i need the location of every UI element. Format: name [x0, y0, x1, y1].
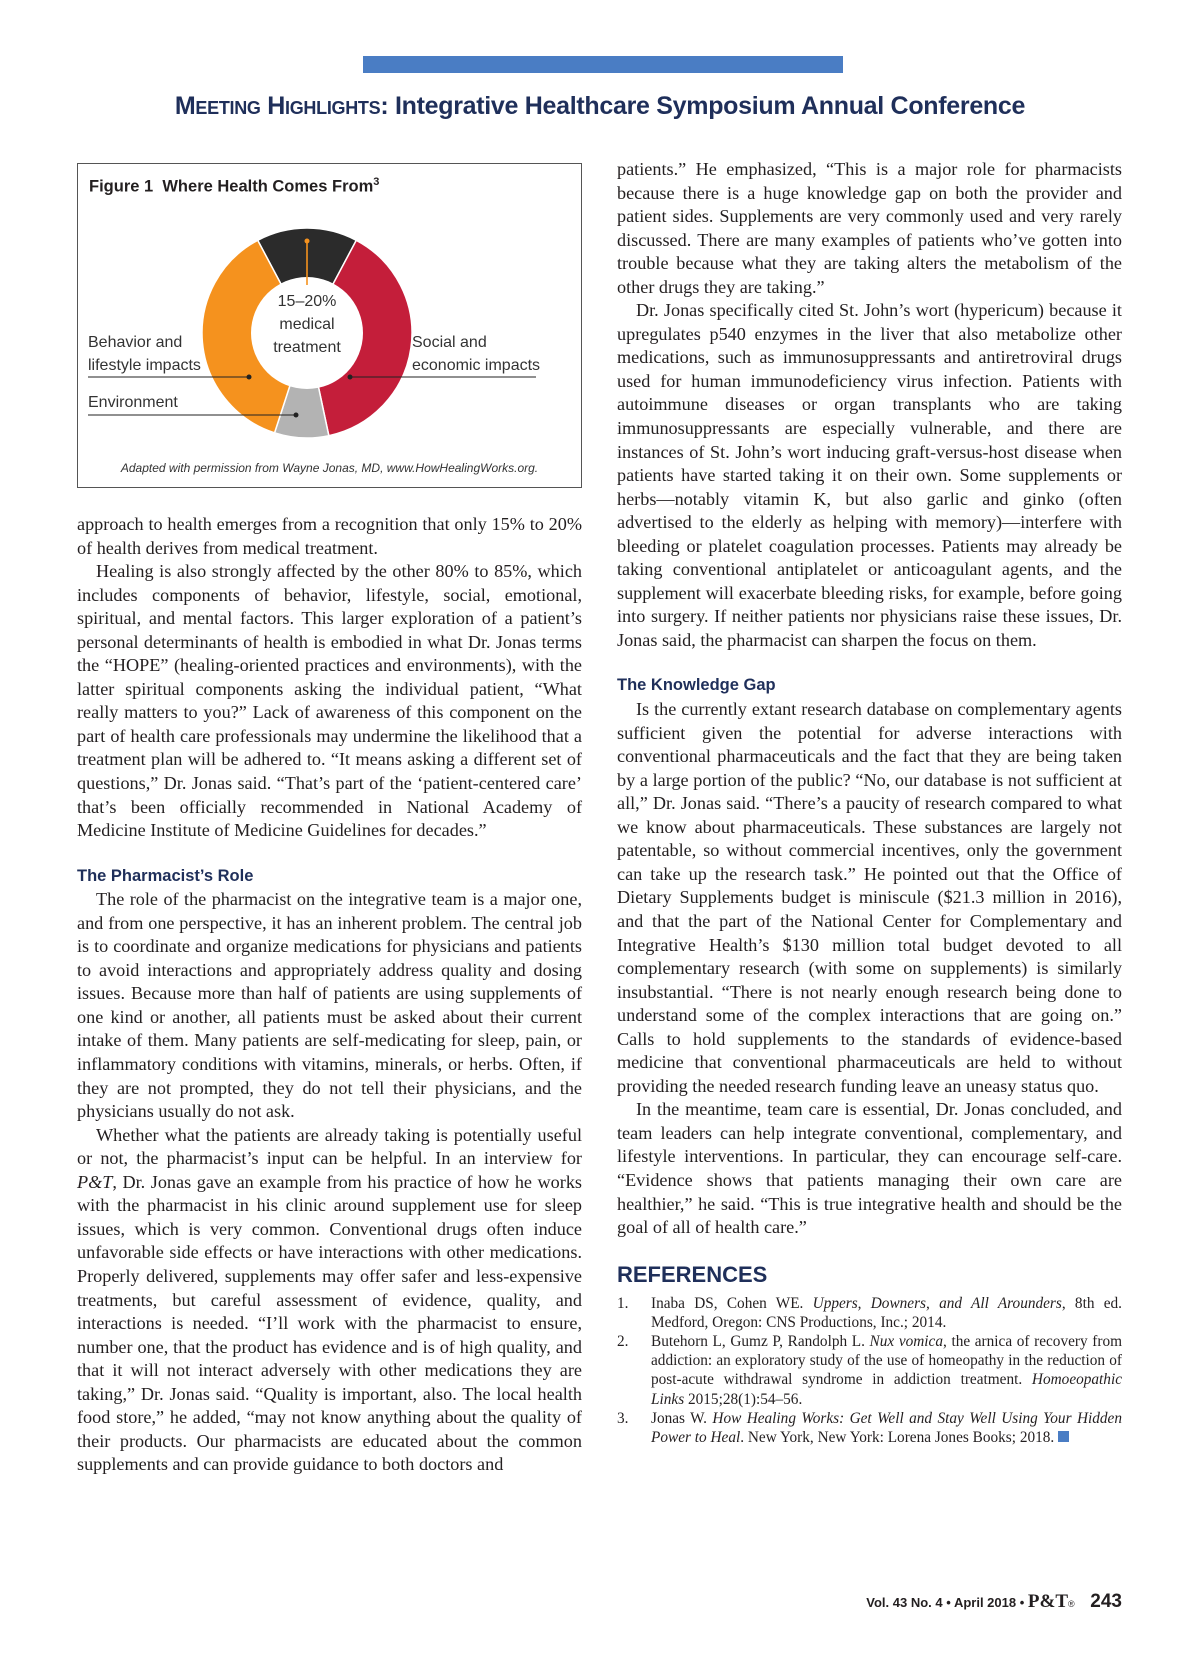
figure-ref: 3	[373, 176, 380, 188]
section-heading-pharmacists-role: The Pharmacist’s Role	[77, 866, 254, 885]
end-mark	[1058, 1431, 1069, 1442]
reference-number: 2.	[617, 1333, 629, 1351]
figure-1	[77, 163, 582, 488]
page-header	[0, 92, 1200, 121]
reference-title: Uppers, Downers, and All Arounders	[812, 1294, 1062, 1312]
reference-publisher: . New York, New York: Lorena Jones Books; 2018.	[740, 1429, 1055, 1447]
paragraph: Is the currently extant research database on complementary agents sufficient given the potential for adverse interactions with conventional pharmaceuticals and the fact that they are being taken by a large portion of the public? “No, our database is not sufficient at all,” Dr. Jonas said. “There’s a paucity of research compared to what we know about pharmaceuticals. These substances are largely not patentable, so without commercial incentives, only the government can take up the research task.” He pointed out that the Office of Dietary Supplements budget is miniscule ($21.3 million in 2016), and that the part of the National Center for Complementary and Integrative Health’s $130 million total budget devoted to all complementary research (with some on supplements) is similarly insubstantial. “There is not nearly enough research being done to understand some of the complex interactions that are going on.” Calls to hold supplements to the standards of evidence-based medicine that conventional pharmaceuticals are held to without providing the needed research funding leave an uneasy status quo.	[617, 699, 1122, 1096]
references-list	[617, 1294, 1122, 1448]
footer-separator: •	[1019, 1595, 1025, 1610]
reference-item	[617, 1294, 1122, 1332]
paragraph: Dr. Jonas specifically cited St. John’s wort (hypericum) because it upregulates p540 enzymes in the liver that also metabolize other medications, such as immunosuppressants and antiretroviral drugs used for human immunodeficiency virus infection. Patients with autoimmune diseases or organ transplants who are taking immunosuppressants are especially vulnerable, and there are instances of St. John’s wort inducing graft-versus-host disease when patients have started taking it on their own. Some supplements or herbs—notably vitamin K, but also garlic and ginko (often advertised to the elderly as helping with memory)—interfere with bleeding or platelet coagulation processes. Patients may already be taking conventional antiplatelet or anticoagulant agents, and the supplement will exacerbate bleeding risks, for example, before going into surgery. If neither patients nor physicians raise these issues, Dr. Jonas said, the pharmacist can sharpen the focus on them.	[617, 300, 1122, 650]
paragraph-text: , Dr. Jonas gave an example from his practice of how he works with the pharmacist in his clinic around supplement use for sleep issues, which is very common. Conventional drugs often induce unfavorable side effects or have interactions with other medications. Properly delivered, supplements may offer safer and less-expensive treatments, but careful assessment of evidence, quality, and interactions is needed. “I’ll work with the pharmacist to ensure, number one, that the product has evidence and is of high quality, and that it will not interact adversely with other medications they are taking,” Dr. Jonas said. “Quality is important, also. The local health food store,” he added, “may not know anything about the quality of their products. Our pharmacists are educated about the common supplements and can provide guidance to both doctors and	[77, 1171, 582, 1475]
reference-publisher: , 8th ed. Medford, Oregon: CNS Productions, Inc.; 2014.	[651, 1294, 1122, 1331]
reference-citation: 2015;28(1):54–56.	[684, 1390, 803, 1408]
behavior-label-line2: lifestyle impacts	[88, 357, 201, 374]
footer-registered-mark: ®	[1068, 1599, 1075, 1609]
social-label-line2: economic impacts	[412, 357, 541, 374]
environment-leader-dot	[294, 413, 299, 418]
paragraph: In the meantime, team care is essential, Dr. Jonas concluded, and team leaders can help integrate conventional, complementary, and lifestyle interventions. In particular, they can encourage self-care. “Evidence shows that patients managing their own care are healthier,” he said. “This is true integrative health and should be the goal of all of health care.”	[617, 1099, 1122, 1238]
reference-authors: Butehorn L, Gumz P, Randolph L.	[651, 1333, 870, 1351]
reference-item	[617, 1332, 1122, 1409]
header-accent-bar	[363, 56, 843, 73]
figure-label: Figure 1	[89, 177, 154, 196]
references-heading: REFERENCES	[617, 1261, 768, 1287]
social-label	[412, 331, 540, 377]
footer-date: April 2018	[953, 1595, 1017, 1610]
footer-journal: P&T	[1027, 1591, 1069, 1612]
reference-authors: Jonas W.	[651, 1409, 713, 1427]
reference-journal: Homoeopathic Links	[651, 1371, 1122, 1408]
center-label-line2: medical	[279, 316, 335, 333]
section-label: Meeting Highlights	[174, 92, 381, 120]
paragraph: Healing is also strongly affected by the other 80% to 85%, which includes components of behavior, lifestyle, social, emotional, spiritual, and mental factors. This larger exploration of a patient’s personal determinants of health is embodied in what Dr. Jonas terms the “HOPE” (healing-oriented practices and environments), with the latter spiritual components asking the individual patient, “What really matters to you?” Lack of awareness of this component on the part of health care professionals may undermine the likelihood that a treatment plan will be adhered to. “It means asking a different set of questions,” Dr. Jonas said. “That’s part of the ‘patient-centered care’ that’s been officially recommended in National Academy of Medicine Institute of Medicine Guidelines for decades.”	[77, 561, 582, 841]
header-colon: :	[380, 92, 389, 120]
figure-credit: Adapted with permission from Wayne Jonas, MD, www.HowHealingWorks.org.	[120, 461, 539, 475]
paragraph	[77, 1124, 582, 1477]
reference-title: How Healing Works: Get Well and Stay Well Using Your Hidden Power to Heal	[651, 1409, 1122, 1447]
medical-pointer-dot	[305, 239, 310, 244]
reference-title-rest: , the arnica of recovery from addiction: an exploratory study of the use of homeopathy in the reduction of post-acute withdrawal syndrome in addiction treatment.	[651, 1333, 1122, 1389]
center-label	[273, 290, 341, 359]
journal-name: P&T	[77, 1171, 113, 1192]
footer-issue: Vol. 43 No. 4	[866, 1595, 943, 1610]
figure-title-text: Where Health Comes From	[162, 177, 374, 196]
behavior-label	[88, 331, 201, 377]
behavior-leader-dot	[247, 375, 252, 380]
environment-label: Environment	[88, 394, 178, 411]
behavior-label-line1: Behavior and	[88, 334, 183, 351]
reference-authors: Inaba DS, Cohen WE.	[651, 1294, 813, 1312]
reference-number: 1.	[617, 1294, 629, 1312]
center-label-line1: 15–20%	[277, 293, 337, 310]
footer-separator: •	[946, 1595, 951, 1610]
paragraph: approach to health emerges from a recognition that only 15% to 20% of health derives from medical treatment.	[77, 514, 582, 558]
section-heading-knowledge-gap: The Knowledge Gap	[617, 676, 776, 695]
social-leader-dot	[348, 375, 353, 380]
reference-number: 3.	[617, 1409, 629, 1427]
paragraph: The role of the pharmacist on the integrative team is a major one, and from one perspective, it has an inherent problem. The central job is to coordinate and organize medications for physicians and patients to avoid interactions and appropriately address quality and dosing issues. Because more than half of patients are using supplements of one kind or another, all patients must be asked about their current intake of them. Many patients are self-medicating for sleep, pain, or inflammatory conditions with vitamins, minerals, or herbs. Often, if they are not prompted, they do not tell their physicians, and the physicians usually do not ask.	[77, 889, 582, 1122]
section-title: Integrative Healthcare Symposium Annual Conference	[395, 92, 1026, 120]
left-column	[77, 513, 582, 1477]
right-column	[617, 158, 1122, 1447]
paragraph-text: Whether what the patients are already taking is potentially useful or not, the pharmacist’s input can be helpful. In an interview for	[77, 1124, 582, 1169]
paragraph: patients.” He emphasized, “This is a major role for pharmacists because there is a huge knowledge gap on both the provider and patient sides. Supplements are very commonly used and very rarely discussed. There are many examples of patients who’ve gotten into trouble because what they are taking alters the metabolism of the other drugs they are taking.”	[617, 159, 1122, 297]
reference-item	[617, 1409, 1122, 1447]
reference-title: Nux vomica	[869, 1333, 943, 1351]
page-footer	[866, 1591, 1122, 1613]
social-label-line1: Social and	[412, 334, 487, 351]
page-number: 243	[1090, 1591, 1122, 1612]
figure-title	[89, 176, 379, 197]
center-label-line3: treatment	[273, 339, 341, 356]
